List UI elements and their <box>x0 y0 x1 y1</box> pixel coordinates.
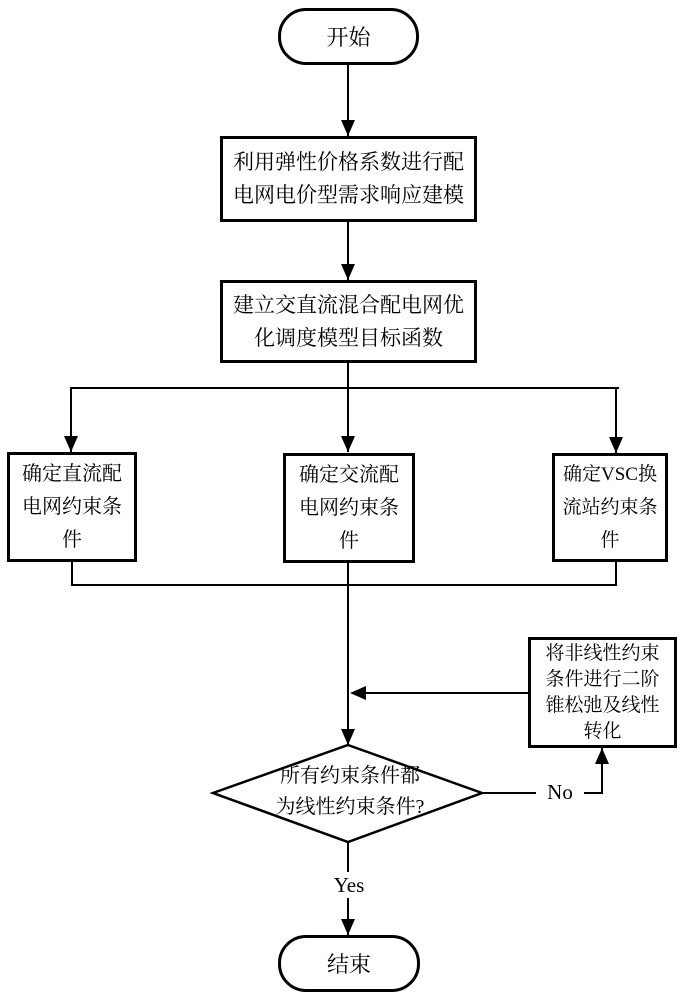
branch-line-merge <box>71 584 617 586</box>
decision-text-line: 所有约束条件都 <box>280 765 420 787</box>
process-text-line: 件 <box>600 530 620 551</box>
arrowhead-into-vsc-constraints-icon <box>609 437 623 453</box>
process-objective-function <box>220 280 477 363</box>
end-terminal <box>278 935 420 992</box>
process-text-line: 流站约束条 <box>562 497 658 518</box>
process-vsc-constraints <box>552 453 668 562</box>
arrowhead-into-objective-icon <box>341 264 355 280</box>
branch-line-split <box>70 387 619 389</box>
yes-edge-label: Yes <box>320 872 378 898</box>
process-text-line: 确定直流配 <box>22 462 122 485</box>
process-text-line: 化调度模型目标函数 <box>254 325 443 350</box>
decision-linearity-check <box>225 761 475 823</box>
process-text-line: 将非线性约束 <box>545 642 660 664</box>
merge-line-from-dc <box>71 561 73 586</box>
arrowhead-into-dc-constraints-icon <box>64 436 78 452</box>
flow-line-merge-to-decision <box>347 586 349 745</box>
process-text-line: 电网约束条 <box>22 495 122 518</box>
process-text-line: 利用弹性价格系数进行配 <box>233 150 464 174</box>
arrowhead-into-end-icon <box>341 919 355 935</box>
no-edge-label: No <box>536 779 584 805</box>
process-dc-constraints <box>7 452 137 562</box>
process-ac-constraints <box>283 453 415 563</box>
process-text-line: 转化 <box>583 720 622 742</box>
merge-line-from-ac <box>347 561 349 586</box>
arrowhead-into-demand-response-icon <box>341 120 355 136</box>
process-text-line: 件 <box>339 529 359 552</box>
arrowhead-into-linearization-icon <box>595 748 609 764</box>
process-text-line: 条件进行二阶 <box>545 668 660 690</box>
process-socp-linearization <box>528 637 677 748</box>
end-label: 结束 <box>326 952 371 977</box>
arrowhead-into-ac-constraints-icon <box>341 436 355 452</box>
start-label: 开始 <box>326 25 371 50</box>
process-text-line: 件 <box>62 528 82 551</box>
feedback-line-linearization-to-main <box>366 692 528 694</box>
process-text-line: 电网电价型需求响应建模 <box>233 183 464 207</box>
merge-line-from-vsc <box>615 560 617 586</box>
arrowhead-feedback-into-main-line-icon <box>350 686 366 700</box>
process-text-line: 锥松弛及线性 <box>545 694 660 716</box>
start-terminal <box>278 8 419 65</box>
process-text-line: 确定VSC换 <box>563 464 657 485</box>
process-text-line: 确定交流配 <box>299 463 399 486</box>
process-demand-response-modeling <box>220 136 477 222</box>
process-text-line: 电网约束条 <box>299 496 399 519</box>
process-text-line: 建立交直流混合配电网优 <box>233 292 464 317</box>
decision-text-line: 为线性约束条件? <box>275 796 425 818</box>
